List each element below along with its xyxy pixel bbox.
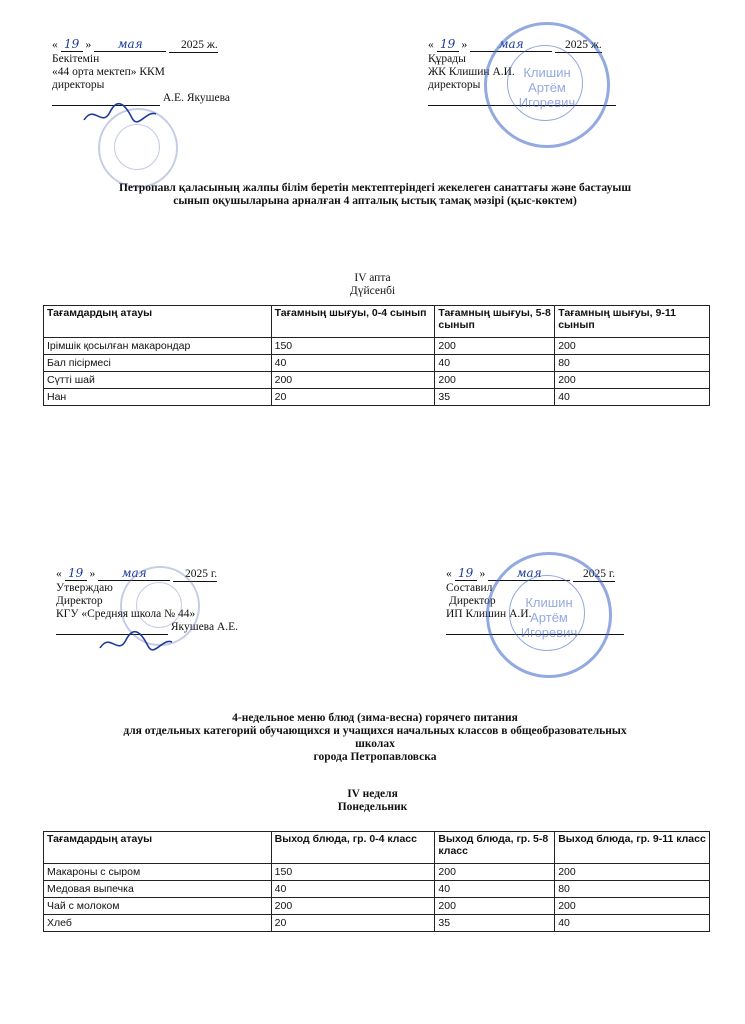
ru-compose-year: 2025 г. bbox=[573, 568, 615, 582]
kz-approve-date bbox=[52, 38, 230, 53]
table-cell: 40 bbox=[555, 915, 710, 932]
kz-compose-year: 2025 ж. bbox=[555, 39, 602, 53]
table-row bbox=[44, 898, 710, 915]
stamp-line: Клишин bbox=[525, 595, 573, 610]
ru-compose-l2: Директор bbox=[449, 595, 496, 607]
date-quote: » bbox=[461, 39, 468, 51]
kz-week: IV апта bbox=[354, 272, 391, 284]
date-quote: » bbox=[85, 39, 92, 51]
table-cell: 200 bbox=[435, 864, 555, 881]
table-cell: 35 bbox=[435, 389, 555, 406]
kz-approve-l2: «44 орта мектеп» ККМ bbox=[52, 66, 165, 78]
col-header: Выход блюда, гр. 9-11 класс bbox=[555, 832, 710, 864]
col-header: Тағамның шығуы, 0-4 сынып bbox=[271, 306, 435, 338]
kz-compose-l2: ЖК Клишин А.И. bbox=[428, 66, 515, 78]
kz-title bbox=[40, 182, 710, 208]
table-cell: 20 bbox=[271, 389, 435, 406]
ru-title-line: 4-недельное меню блюд (зима-весна) горячего питания bbox=[232, 712, 518, 724]
table-cell: Сүтті шай bbox=[44, 372, 272, 389]
col-header: Тағамдардың атауы bbox=[44, 832, 272, 864]
ru-day: Понедельник bbox=[337, 801, 408, 813]
table-row bbox=[44, 389, 710, 406]
ru-approve-l3: КГУ «Средняя школа № 44» bbox=[56, 608, 196, 620]
ru-title-line: школах bbox=[355, 738, 395, 750]
table-cell: 200 bbox=[435, 338, 555, 355]
kz-approve-name: А.Е. Якушева bbox=[162, 92, 231, 104]
table-cell: Бал пісірмесі bbox=[44, 355, 272, 372]
kz-approve-block bbox=[52, 38, 230, 106]
table-cell: Медовая выпечка bbox=[44, 881, 272, 898]
stamp-name-text bbox=[489, 595, 609, 640]
table-cell: 200 bbox=[555, 864, 710, 881]
table-cell: 40 bbox=[271, 355, 435, 372]
table-cell: 150 bbox=[271, 864, 435, 881]
stamp-line: Артём bbox=[530, 610, 568, 625]
col-header: Тағамдардың атауы bbox=[44, 306, 272, 338]
table-cell: 40 bbox=[435, 355, 555, 372]
stamp-line: Артём bbox=[528, 80, 566, 95]
date-quote: » bbox=[89, 568, 96, 580]
kz-title-line: Петропавл қаласының жалпы білім беретін мектептеріндегі жекелеген санаттағы және бастауыш bbox=[118, 182, 632, 194]
ru-compose-month: мая bbox=[488, 567, 570, 581]
ru-title-line: города Петропавловска bbox=[313, 751, 437, 763]
table-cell: 40 bbox=[555, 389, 710, 406]
table-row bbox=[44, 338, 710, 355]
ip-round-stamp bbox=[486, 552, 612, 678]
table-row bbox=[44, 355, 710, 372]
ru-compose-l1: Составил bbox=[446, 582, 493, 594]
table-cell: Чай с молоком bbox=[44, 898, 272, 915]
table-row bbox=[44, 881, 710, 898]
table-cell: 40 bbox=[271, 881, 435, 898]
stamp-line: Игоревич bbox=[520, 625, 578, 640]
stamp-name-text bbox=[487, 65, 607, 110]
kz-title-line: сынып оқушыларына арналған 4 апталық ыстық тамақ мәзірі (қыс-көктем) bbox=[173, 195, 577, 207]
kz-compose-day: 19 bbox=[437, 38, 459, 52]
table-cell: Макароны с сыром bbox=[44, 864, 272, 881]
ru-compose-l3: ИП Клишин А.И. bbox=[446, 608, 532, 620]
table-header-row bbox=[44, 832, 710, 864]
kz-approve-day: 19 bbox=[61, 38, 83, 52]
table-cell: 80 bbox=[555, 881, 710, 898]
ru-approve-year: 2025 г. bbox=[173, 568, 217, 582]
col-header: Тағамның шығуы, 9-11 сынып bbox=[555, 306, 710, 338]
kz-approve-year: 2025 ж. bbox=[169, 39, 218, 53]
table-row bbox=[44, 372, 710, 389]
kz-approve-l3: директоры bbox=[52, 79, 105, 91]
ru-approve-name: Якушева А.Е. bbox=[170, 621, 239, 633]
ip-round-stamp bbox=[484, 22, 610, 148]
kz-day: Дүйсенбі bbox=[349, 285, 396, 297]
ru-menu-table bbox=[43, 831, 710, 932]
stamp-line: Игоревич bbox=[518, 95, 576, 110]
date-quote: « bbox=[56, 568, 62, 580]
ru-approve-l2: Директор bbox=[56, 595, 103, 607]
table-cell: 200 bbox=[435, 372, 555, 389]
table-cell: 200 bbox=[555, 338, 710, 355]
signature-kz-left bbox=[80, 100, 160, 130]
table-cell: 200 bbox=[271, 372, 435, 389]
date-quote: « bbox=[428, 39, 434, 51]
kz-menu-table bbox=[43, 305, 710, 406]
table-row bbox=[44, 915, 710, 932]
date-quote: « bbox=[446, 568, 452, 580]
table-cell: 200 bbox=[555, 898, 710, 915]
kz-compose-l3: директоры bbox=[428, 79, 481, 91]
ru-approve-l1: Утверждаю bbox=[56, 582, 113, 594]
col-header: Выход блюда, гр. 0-4 класс bbox=[271, 832, 435, 864]
table-cell: 40 bbox=[435, 881, 555, 898]
kz-approve-l1: Бекітемін bbox=[52, 53, 100, 65]
table-row bbox=[44, 864, 710, 881]
col-header: Выход блюда, гр. 5-8 класс bbox=[435, 832, 555, 864]
table-cell: 200 bbox=[555, 372, 710, 389]
ru-compose-day: 19 bbox=[455, 567, 477, 581]
col-header: Тағамның шығуы, 5-8 сынып bbox=[435, 306, 555, 338]
kz-approve-month: мая bbox=[94, 38, 166, 52]
ru-week: IV неделя bbox=[347, 788, 398, 800]
stamp-line: Клишин bbox=[523, 65, 571, 80]
table-header-row bbox=[44, 306, 710, 338]
table-cell: 80 bbox=[555, 355, 710, 372]
kz-compose-month: мая bbox=[470, 38, 552, 52]
ru-title-line: для отдельных категорий обучающихся и учащихся начальных классов в общеобразовательных bbox=[123, 725, 627, 737]
table-cell: Ірімшік қосылған макарондар bbox=[44, 338, 272, 355]
signature-ru-left bbox=[96, 626, 176, 660]
date-quote: « bbox=[52, 39, 58, 51]
ru-title bbox=[40, 712, 710, 764]
table-cell: Нан bbox=[44, 389, 272, 406]
table-cell: 150 bbox=[271, 338, 435, 355]
table-cell: 200 bbox=[271, 898, 435, 915]
kz-compose-l1: Құрады bbox=[428, 53, 466, 65]
ru-approve-month: мая bbox=[98, 567, 170, 581]
table-cell: 35 bbox=[435, 915, 555, 932]
ru-approve-day: 19 bbox=[65, 567, 87, 581]
table-cell: 200 bbox=[435, 898, 555, 915]
table-cell: Хлеб bbox=[44, 915, 272, 932]
date-quote: » bbox=[479, 568, 486, 580]
table-cell: 20 bbox=[271, 915, 435, 932]
